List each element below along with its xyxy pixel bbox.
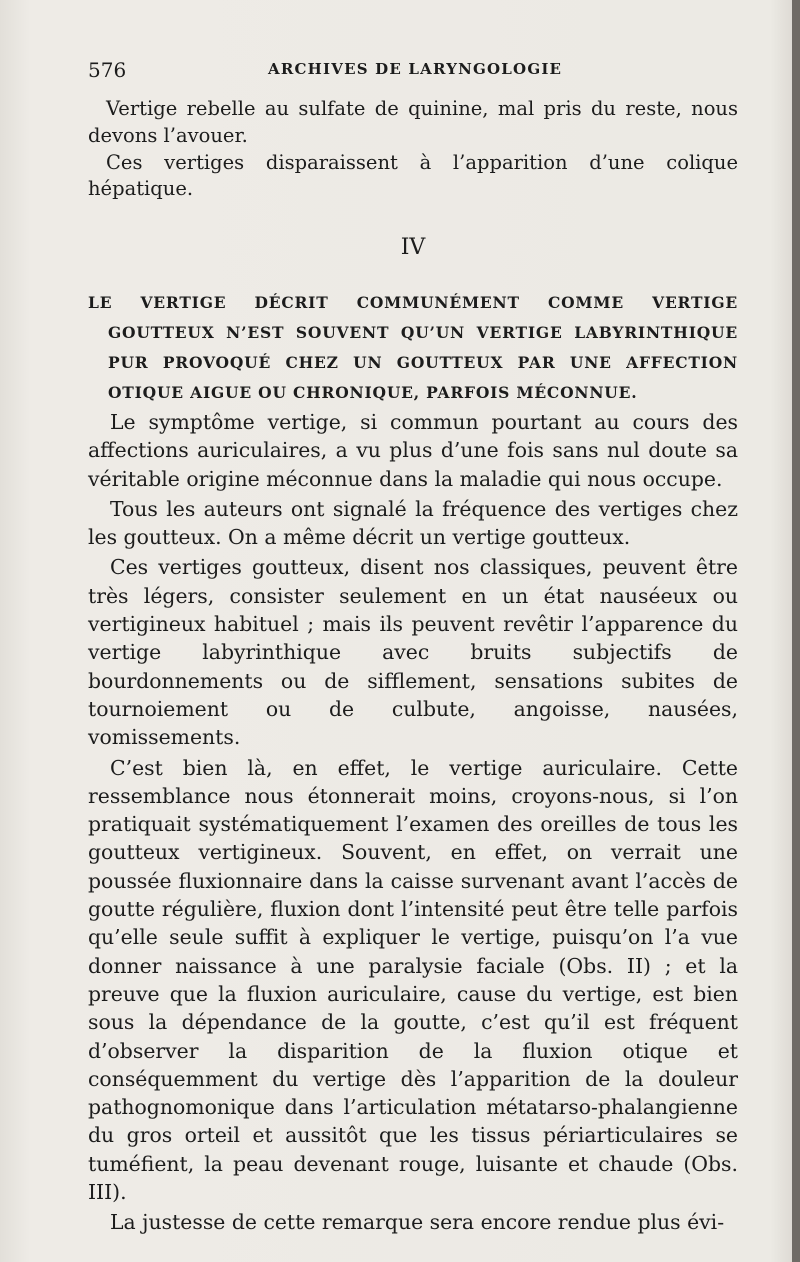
running-title: ARCHIVES DE LARYNGOLOGIE	[268, 60, 563, 78]
intro-paragraph: Vertige rebelle au sulfate de quinine, mal pris du reste, nous devons l’avouer.	[88, 97, 738, 147]
page-header	[88, 58, 738, 88]
paragraph: Le symptôme vertige, si commun pourtant au cours des affections auriculaires, a vu plus d’une fois sans nul doute sa véritable origine méconnue dans la maladie qui nous occupe.	[88, 409, 738, 491]
paragraph: La justesse de cette remarque sera encore rendue plus évi-	[110, 1210, 725, 1235]
section-numeral: IV	[400, 235, 426, 261]
page-gutter-shadow	[792, 0, 800, 1262]
paragraph: Tous les auteurs ont signalé la fréquence des vertiges chez les goutteux. On a même décrit un vertige goutteux.	[88, 496, 738, 550]
paragraph: C’est bien là, en effet, le vertige auriculaire. Cette ressemblance nous étonnerait moins, croyons-nous, si l’on pratiquait systématiquement l’examen des oreilles de tous les goutteux vertigineux. Souvent, en effet, on verrait une poussée fluxionnaire dans la caisse survenant avant l’accès de goutte régulière, fluxion dont l’intensité peut être telle parfois qu’elle seule suffit à expliquer le vertige, puisqu’on l’a vue donner naissance à une paralysie faciale (Obs. II) ; et la preuve que la fluxion auriculaire, cause du vertige, est bien sous la dépendance de la goutte, c’est qu’il est fréquent d’observer la disparition de la fluxion otique et conséquemment du vertige dès l’apparition de la douleur pathognomonique dans l’articulation métatarso-phalangienne du gros orteil et aussitôt que les tissus périarticulaires se tuméfient, la peau devenant rouge, luisante et chaude (Obs. III).	[88, 755, 738, 1204]
section-title: LE VERTIGE DÉCRIT COMMUNÉMENT COMME VERTIGE GOUTTEUX N’EST SOUVENT QU’UN VERTIGE LABYRINTHIQUE PUR PROVOQUÉ CHEZ UN GOUTTEUX PAR UNE AFFECTION OTIQUE AIGUE OU CHRONIQUE, PARFOIS MÉCONNUE.	[88, 292, 738, 402]
intro-paragraph: Ces vertiges disparaissent à l’apparition d’une colique hépatique.	[88, 150, 738, 201]
page-number: 576	[88, 58, 127, 82]
paragraph: Ces vertiges goutteux, disent nos classiques, peuvent être très légers, consister seulement en un état nauséeux ou vertigineux habituel ; mais ils peuvent revêtir l’apparence du vertige labyrinthique avec bruits subjectifs de bourdonnements ou de sifflement, sensations subites de tournoiement ou de culbute, angoisse, nausées, vomissements.	[88, 555, 738, 750]
page-body	[88, 96, 738, 1239]
main-text	[88, 408, 738, 1237]
